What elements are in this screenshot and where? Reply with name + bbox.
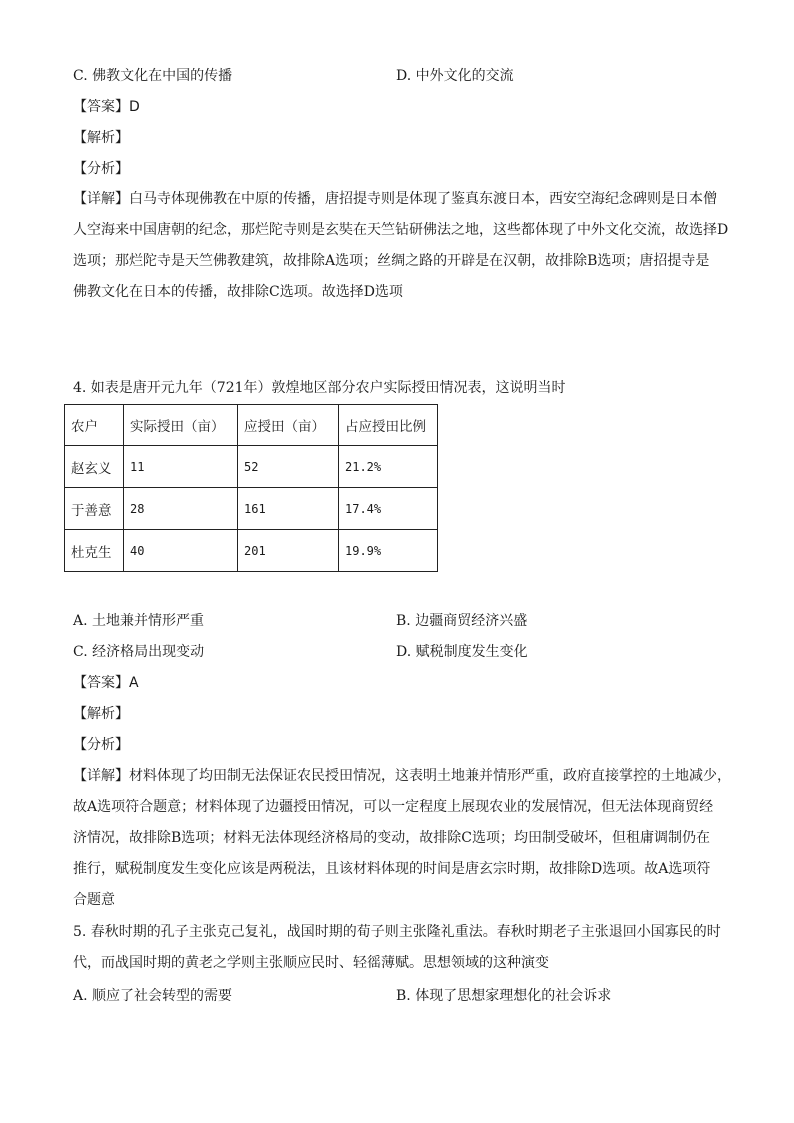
- q4-detail-line: 合题意: [73, 892, 115, 908]
- q3-detail-line: 选项；那烂陀寺是天竺佛教建筑，故排除A选项；丝绸之路的开辟是在汉朝，故排除B选项；唐招提寺是: [73, 253, 710, 269]
- q4-answer: 【答案】A: [73, 675, 139, 691]
- q5-option-b: B. 体现了思想家理想化的社会诉求: [396, 988, 612, 1004]
- q4-detail-line: 故A选项符合题意；材料体现了边疆授田情况，可以一定程度上展现农业的发展情况，但无法体现商贸经: [73, 799, 714, 815]
- q5-stem-line: 5. 春秋时期的孔子主张克己复礼，战国时期的荀子则主张隆礼重法。春秋时期老子主张退回小国寡民的时: [73, 924, 721, 940]
- table-header-cell: 应授田（亩）: [238, 405, 339, 446]
- table-cell: 17.4%: [339, 488, 438, 530]
- table-header-row: [65, 405, 438, 446]
- table-cell: 52: [238, 446, 339, 488]
- table-cell-name: 于善意: [65, 488, 124, 530]
- q4-option-a: A. 土地兼并情形严重: [73, 613, 205, 629]
- table-cell: 161: [238, 488, 339, 530]
- table-header-cell: 农户: [65, 405, 124, 446]
- q4-option-b: B. 边疆商贸经济兴盛: [396, 613, 528, 629]
- q4-land-table: [64, 404, 438, 572]
- table-row: [65, 488, 438, 530]
- q5-stem: [73, 917, 723, 979]
- q3-detail-line: 【详解】白马寺体现佛教在中原的传播，唐招提寺则是体现了鉴真东渡日本，西安空海纪念碑则是日本僧: [73, 191, 717, 207]
- q3-detail-line: 佛教文化在日本的传播，故排除C选项。故选择D选项: [73, 284, 403, 300]
- table-cell-name: 杜克生: [65, 530, 124, 572]
- q4-option-c: C. 经济格局出现变动: [73, 644, 205, 660]
- q3-detail-line: 人空海来中国唐朝的纪念，那烂陀寺则是玄奘在天竺钻研佛法之地，这些都体现了中外文化交流，故选择D: [73, 222, 729, 238]
- table-header-cell: 实际授田（亩）: [124, 405, 238, 446]
- table-row: [65, 446, 438, 488]
- q3-detail: [73, 184, 729, 308]
- q5-option-a: A. 顺应了社会转型的需要: [73, 988, 233, 1004]
- q3-option-d: D. 中外文化的交流: [396, 68, 514, 84]
- q3-answer: 【答案】D: [73, 99, 140, 115]
- q4-stem: 4. 如表是唐开元九年（721年）敦煌地区部分农户实际授田情况表，这说明当时: [73, 380, 566, 396]
- table-cell: 201: [238, 530, 339, 572]
- q3-option-c: C. 佛教文化在中国的传播: [73, 68, 233, 84]
- q4-detail: [73, 761, 731, 916]
- q4-detail-line: 【详解】材料体现了均田制无法保证农民授田情况，这表明土地兼并情形严重，政府直接掌控的土地减少，: [73, 768, 731, 784]
- table-cell: 19.9%: [339, 530, 438, 572]
- q4-detail-line: 济情况，故排除B选项；材料无法体现经济格局的变动，故排除C选项；均田制受破坏，但租庸调制仍在: [73, 830, 710, 846]
- q4-analysis-tag: 【解析】: [73, 706, 129, 722]
- table-cell: 40: [124, 530, 238, 572]
- table-cell: 21.2%: [339, 446, 438, 488]
- table-cell: 11: [124, 446, 238, 488]
- table-cell: 28: [124, 488, 238, 530]
- table-row: [65, 530, 438, 572]
- table-cell-name: 赵玄义: [65, 446, 124, 488]
- table-header-cell: 占应授田比例: [339, 405, 438, 446]
- q4-option-d: D. 赋税制度发生变化: [396, 644, 528, 660]
- q5-stem-line: 代，而战国时期的黄老之学则主张顺应民时、轻徭薄赋。思想领域的这种演变: [73, 955, 549, 971]
- q3-fenxi-tag: 【分析】: [73, 161, 129, 177]
- q4-detail-line: 推行，赋税制度发生变化应该是两税法，且该材料体现的时间是唐玄宗时期，故排除D选项。故A选项符: [73, 861, 711, 877]
- q3-analysis-tag: 【解析】: [73, 130, 129, 146]
- q4-fenxi-tag: 【分析】: [73, 737, 129, 753]
